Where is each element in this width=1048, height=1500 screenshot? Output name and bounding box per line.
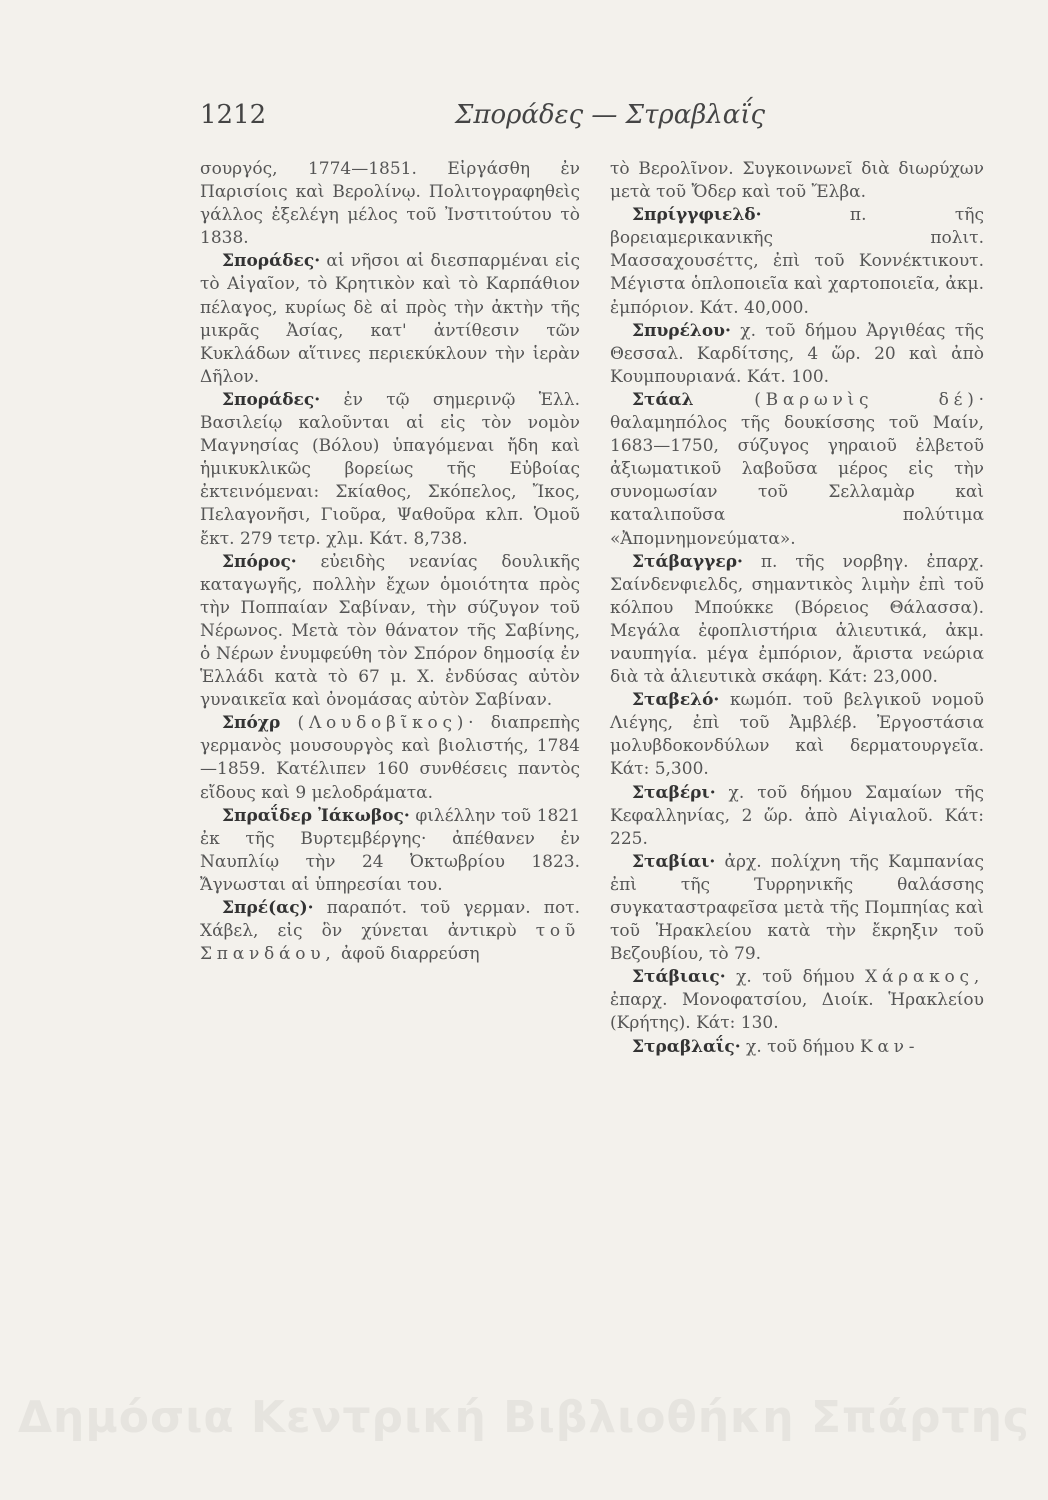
entry-text: χ. τοῦ δήμου	[740, 1036, 855, 1057]
entry-headword: Σπρέ(ας)·	[222, 898, 314, 918]
entry-spaced-name: Χάρακος,	[865, 967, 984, 988]
entry-headword: Σπόρος·	[222, 551, 297, 572]
entry-text: κωμόπ. τοῦ βελγικοῦ νομοῦ Λιέγης, ἐπὶ τοῦ Ἀμβλέβ. Ἐργοστάσια μολυβδοκονδύλων καὶ δερματουργεῖα. Κάτ: 5,300.	[610, 690, 984, 780]
continuation-text: σουργός, 1774—1851. Εἰργάσθη ἐν Παρισίοις καὶ Βερολίνῳ. Πολιτογραφηθεὶς γάλλος ἐξελέγη μέλος τοῦ Ἰνστιτούτου τὸ 1838.	[200, 159, 580, 249]
entry-spaced-name: Καν-	[859, 1036, 920, 1057]
dictionary-entry	[610, 966, 984, 1035]
entry-headword: Σπραΐδερ Ἰάκωβος·	[222, 805, 410, 826]
dictionary-entry	[200, 551, 580, 713]
dictionary-entry	[610, 389, 984, 551]
dictionary-entry	[200, 389, 580, 551]
entry-text: χ. τοῦ δήμου	[725, 967, 855, 988]
entry-headword: Στάβαγγερ·	[632, 551, 743, 572]
entry-text: παραπότ. τοῦ γερμαν. ποτ. Χάβελ, εἰς ὃν χύνεται ἀντικρὺ	[200, 898, 580, 942]
entry-headword: Σποράδες·	[222, 251, 321, 272]
entry-text: · θαλαμηπόλος τῆς δουκίσσης τοῦ Μαίν, 1683—1750, σύζυγος γηραιοῦ ἐλβετοῦ ἀξιωματικοῦ λαβοῦσα μέρος εἰς τὴν συνομωσίαν τοῦ Σελλαμὰρ καὶ καταλιποῦσα πολύτιμα «Ἀπομνημονεύματα».	[610, 389, 985, 549]
running-head: Σποράδες — Στραβλαΐς	[455, 100, 766, 130]
entry-spaced-name: (Λουδοβῖκος)	[297, 713, 469, 734]
dictionary-entry	[610, 320, 984, 389]
entry-text: χ. τοῦ δήμου Ἀργιθέας τῆς Θεσσαλ. Καρδίτσης, 4 ὥρ. 20 καὶ ἀπὸ Κουμπουριανά. Κάτ. 100.	[610, 320, 984, 387]
entry-text: · διαπρεπὴς γερμανὸς μουσουργὸς καὶ βιολιστής, 1784—1859. Κατέλιπεν 160 συνθέσεις παντὸς εἴδους καὶ 9 μελοδράματα.	[200, 713, 581, 803]
page-header	[200, 100, 850, 140]
dictionary-entry	[200, 712, 580, 804]
entry-text-tail: ἐπαρχ. Μονοφατσίου, Διοίκ. Ἡρακλείου (Κρήτης). Κάτ: 130.	[610, 990, 984, 1034]
page-number: 1212	[200, 100, 267, 130]
entry-headword: Σταβελό·	[632, 690, 720, 711]
entry-headword: Σπρίγγφιελδ·	[632, 205, 762, 226]
entry-spaced-name: τοῦ Σπανδάου,	[200, 921, 580, 965]
entry-headword: Στραβλαΐς·	[632, 1036, 741, 1057]
dictionary-entry	[200, 897, 580, 966]
entry-headword: Στάαλ	[632, 389, 694, 410]
entry-headword: Σπόχρ	[222, 713, 281, 734]
entry-text: ἐν τῷ σημερινῷ Ἑλλ. Βασιλείῳ καλοῦνται αἱ εἰς τὸν νομὸν Μαγνησίας (Βόλου) ὑπαγόμεναι ἤδη καὶ ἡμικυκλικῶς βορείως τῆς Εὐβοίας ἐκτεινόμεναι: Σκίαθος, Σκόπελος, Ἴκος, Πελαγονῆσι, Γιοῦρα, Ψαθοῦρα κλπ. Ὁμοῦ ἔκτ. 279 τετρ. χλμ. Κάτ. 8,738.	[200, 389, 580, 549]
dictionary-entry	[610, 551, 984, 690]
entry-text: π. τῆς νορβηγ. ἐπαρχ. Σαίνδενφιελδς, σημαντικὸς λιμὴν ἐπὶ τοῦ κόλπου Μπούκκε (Βόρειος Θάλασσα). Μεγάλα ἐφοπλιστήρια ἁλιευτικά, ἀκμ. ναυπηγία. μέγα ἐμπόριον, ἄριστα νεώρια διὰ τὰ ἁλιευτικὰ σκάφη. Κάτ: 23,000.	[610, 551, 984, 688]
entry-text: ἀρχ. πολίχνη τῆς Καμπανίας ἐπὶ τῆς Τυρρηνικῆς θαλάσσης συγκαταστραφεῖσα μετὰ τῆς Πομπηίας καὶ τοῦ Ἡρακλείου κατὰ τὴν ἔκρηξιν τοῦ Βεζουβίου, τὸ 79.	[610, 851, 984, 965]
entry-spaced-name: (Βαρωνὶς δέ)	[754, 389, 979, 410]
entry-text: χ. τοῦ δήμου Σαμαίων τῆς Κεφαλληνίας, 2 ὥρ. ἀπὸ Αἰγιαλοῦ. Κάτ: 225.	[610, 782, 984, 849]
dictionary-entry	[610, 1036, 984, 1059]
entry-headword: Σταβέρι·	[632, 782, 716, 803]
dictionary-entry	[610, 851, 984, 966]
continuation-text: τὸ Βερολῖνον. Συγκοινωνεῖ διὰ διωρύχων μετὰ τοῦ Ὄδερ καὶ τοῦ Ἔλβα.	[610, 159, 984, 203]
dictionary-entry	[610, 782, 984, 851]
entry-text: π. τῆς βορειαμερικανικῆς πολιτ. Μασσαχουσέττς, ἐπὶ τοῦ Κοννέκτικουτ. Μέγιστα ὁπλοποιεῖα καὶ χαρτοποιεῖα, ἀκμ. ἐμπόριον. Κάτ. 40,000.	[610, 205, 984, 318]
left-column	[200, 158, 580, 966]
entry-text: εὐειδὴς νεανίας δουλικῆς καταγωγῆς, πολλὴν ἔχων ὁμοιότητα πρὸς τὴν Ποππαίαν Σαβίναν, τὴν σύζυγον τοῦ Νέρωνος. Μετὰ τὸν θάνατον τῆς Σαβίνης, ὁ Νέρων ἐνυμφεύθη τὸν Σπόρον δημοσίᾳ ἐν Ἑλλάδι κατὰ τὸ 67 μ. Χ. ἐνδύσας αὐτὸν γυναικεῖα καὶ ὀνομάσας αὐτὸν Σαβίναν.	[200, 551, 580, 711]
entry-headword: Σταβίαι·	[632, 851, 716, 872]
right-column	[610, 158, 984, 1059]
dictionary-entry	[610, 689, 984, 781]
entry-text: αἱ νῆσοι αἱ διεσπαρμέναι εἰς τὸ Αἰγαῖον, τὸ Κρητικὸν καὶ τὸ Καρπάθιον πέλαγος, κυρίως δὲ αἱ πρὸς τὴν ἀκτὴν τῆς μικρᾶς Ἀσίας, κατ' ἀντίθεσιν τῶν Κυκλάδων αἵτινες περιεκύκλουν τὴν ἱερὰν Δῆλον.	[200, 251, 580, 387]
dictionary-entry	[610, 204, 984, 319]
dictionary-entry	[200, 805, 580, 897]
entry-headword: Σποράδες·	[222, 389, 321, 410]
dictionary-entry	[200, 250, 580, 389]
entry-text-tail: ἀφοῦ διαρρεύση	[335, 944, 480, 965]
entry-headword: Στάβιαις·	[632, 967, 726, 988]
entry-text: φιλέλλην τοῦ 1821 ἐκ τῆς Βυρτεμβέργης· ἀπέθανεν ἐν Ναυπλίῳ τὴν 24 Ὀκτωβρίου 1823. Ἄγνωσται αἱ ὑπηρεσίαι του.	[200, 805, 580, 895]
library-watermark: Δημόσια Κεντρική Βιβλιοθήκη Σπάρτης	[17, 1392, 1031, 1443]
entry-headword: Σπυρέλου·	[632, 320, 731, 341]
